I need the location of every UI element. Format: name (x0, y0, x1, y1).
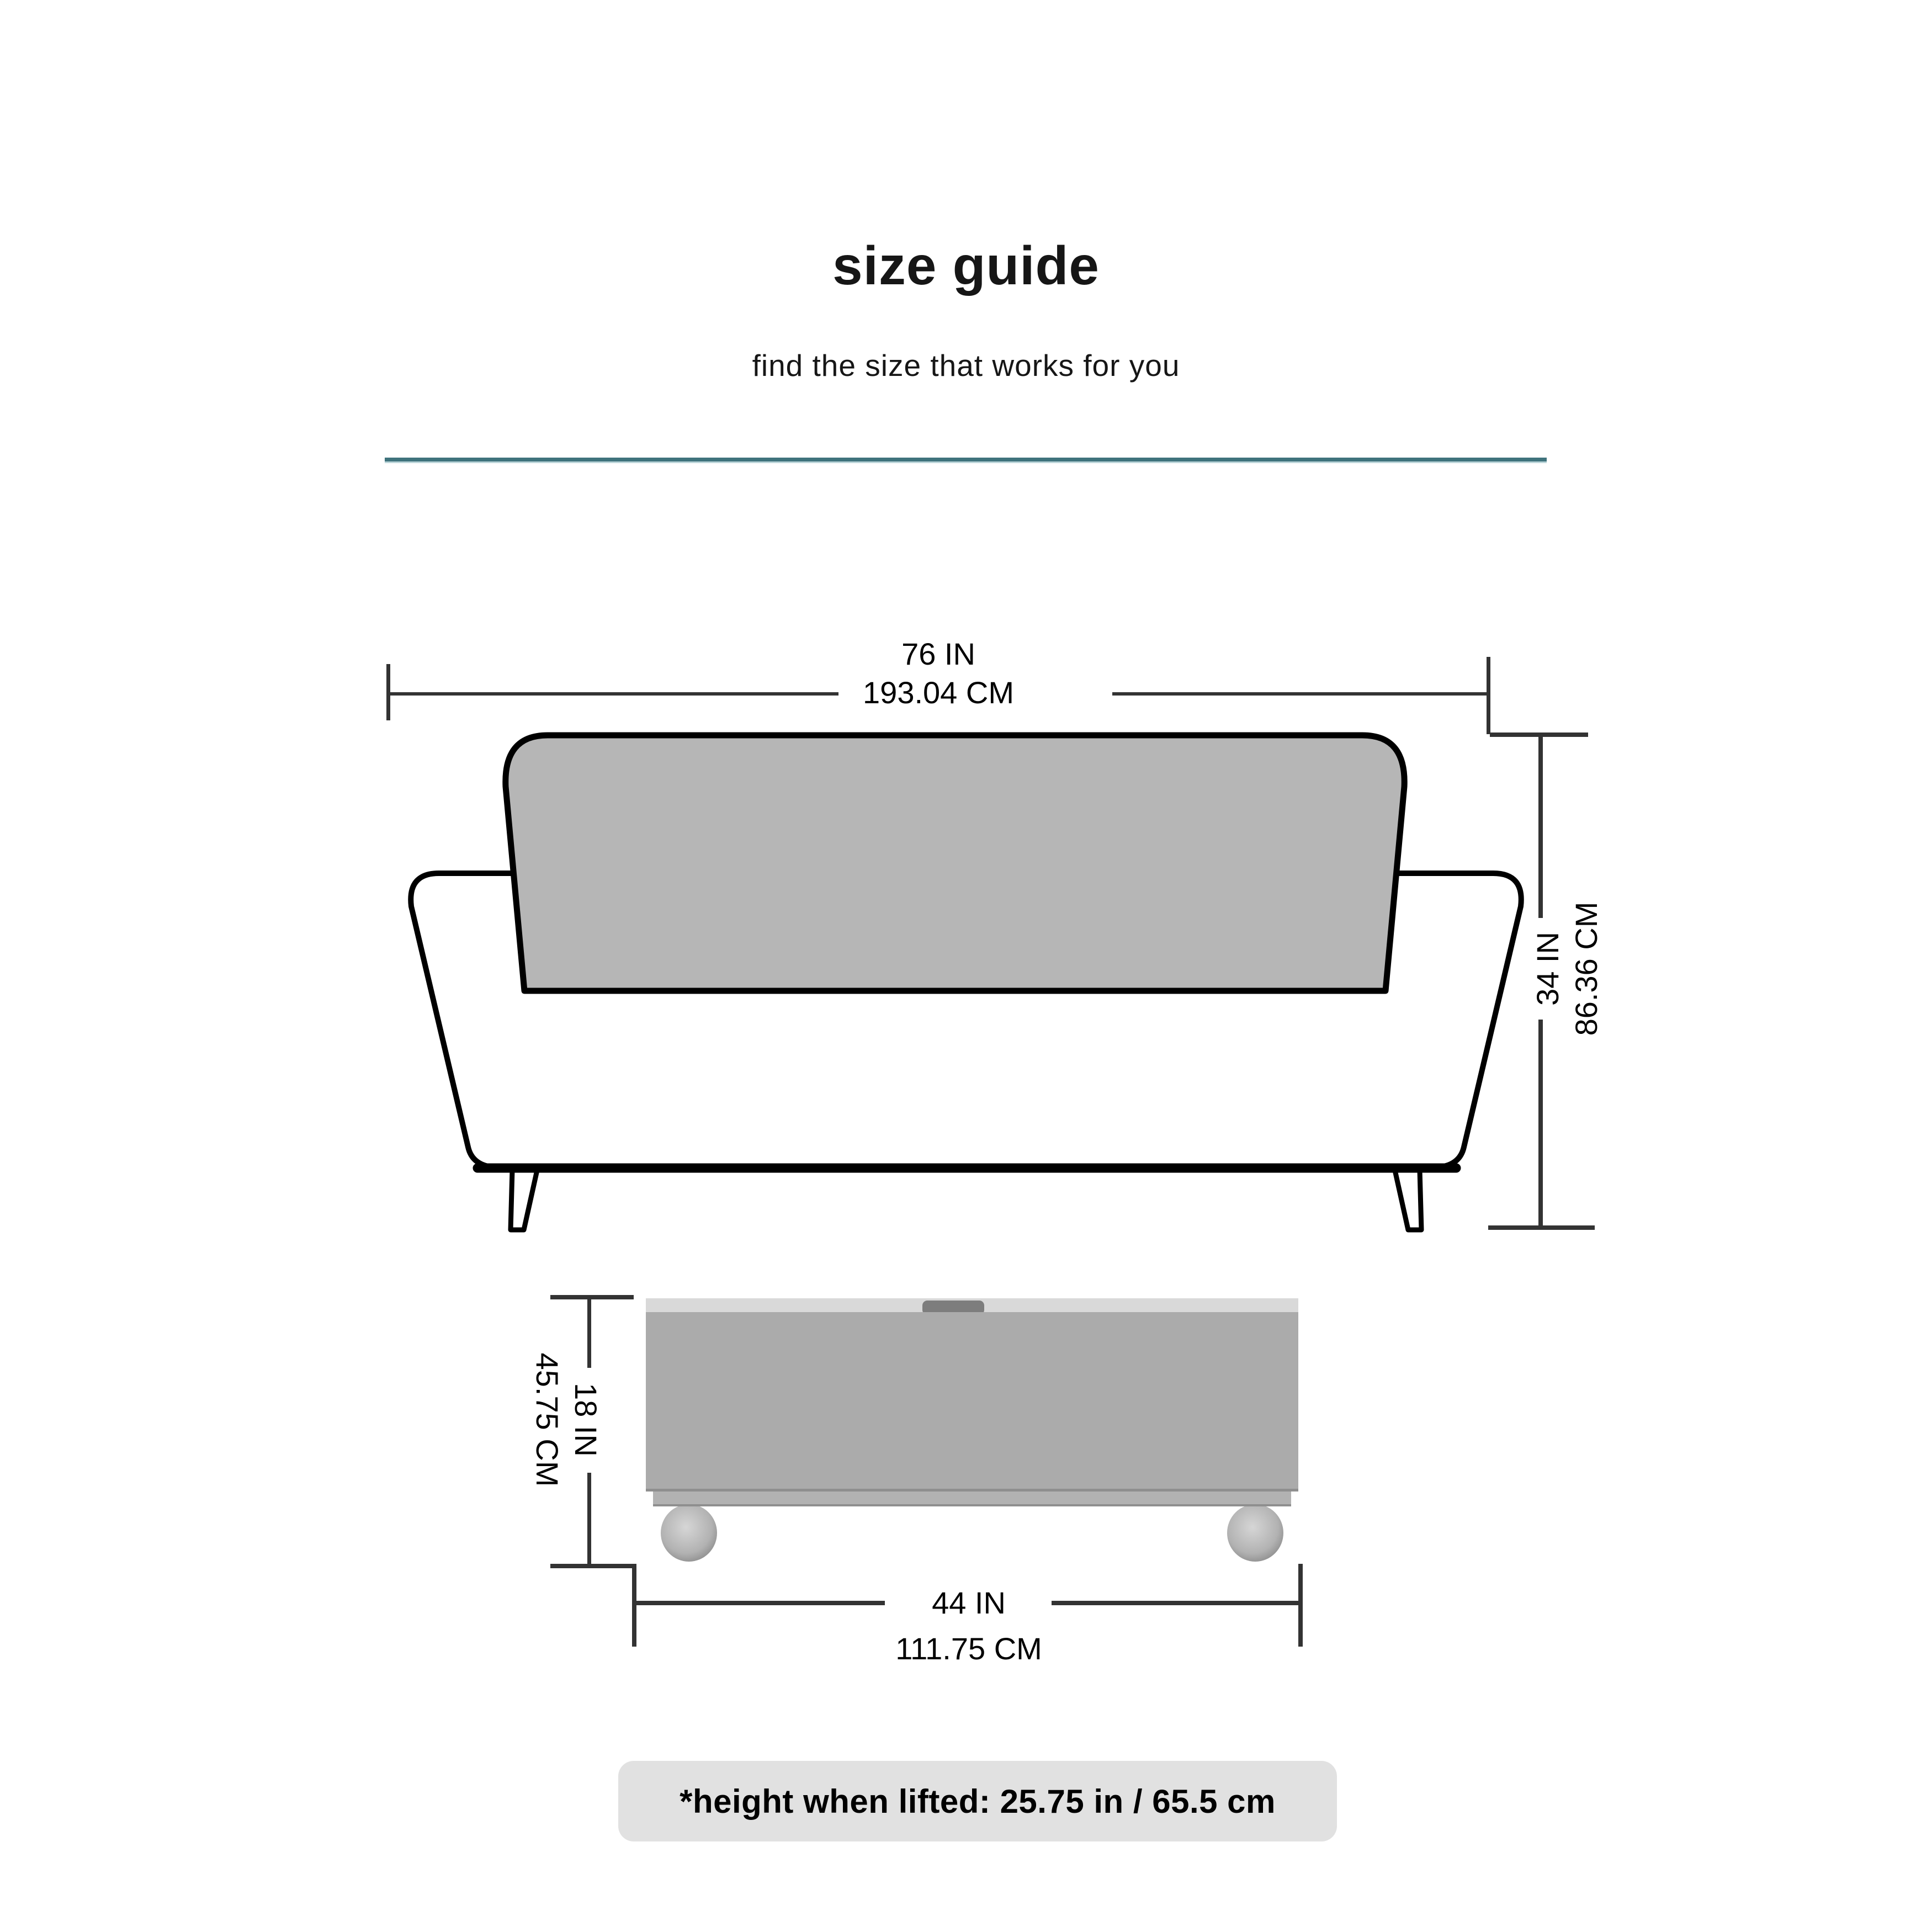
sofa-width-inches: 76 IN (901, 636, 975, 671)
dimension-tick (386, 664, 390, 720)
ottoman-body (646, 1312, 1298, 1489)
ottoman-seam (646, 1489, 1298, 1492)
dimension-line (1112, 692, 1487, 696)
lifted-height-note (618, 1761, 1337, 1841)
dimension-line (1052, 1601, 1298, 1605)
dimension-line (587, 1473, 591, 1564)
dimension-tick (550, 1564, 634, 1568)
ottoman-width-dimension (632, 1562, 1303, 1700)
sofa-illustration (386, 723, 1546, 1242)
sofa-height-cm: 86.36 CM (1569, 901, 1604, 1036)
divider-line (385, 458, 1547, 463)
lifted-height-note-text: *height when lifted: 25.75 in / 65.5 cm (680, 1782, 1276, 1820)
sofa-right-leg (1395, 1170, 1421, 1230)
ottoman-left-foot (661, 1504, 717, 1562)
sofa-width-dimension (386, 635, 1490, 729)
page-title: size guide (832, 235, 1100, 296)
ottoman-height-label (528, 1353, 605, 1487)
ottoman-height-cm: 45.75 CM (530, 1352, 565, 1487)
dimension-tick (632, 1564, 636, 1647)
dimension-line (636, 1601, 885, 1605)
ottoman-height-inches: 18 IN (569, 1383, 603, 1457)
dimension-tick (1487, 657, 1490, 734)
ottoman-plinth (653, 1492, 1291, 1504)
dimension-tick (1298, 1564, 1303, 1647)
sofa-height-inches: 34 IN (1530, 932, 1565, 1006)
dimension-line (390, 692, 838, 696)
sofa-width-label (863, 635, 1014, 712)
ottoman-plinth-shadow (653, 1504, 1291, 1506)
dimension-tick (550, 1295, 634, 1299)
ottoman-height-dimension (530, 1295, 651, 1571)
ottoman-right-foot (1227, 1504, 1283, 1562)
page-subtitle: find the size that works for you (752, 348, 1180, 383)
ottoman-width-inches: 44 IN (932, 1585, 1006, 1620)
sofa-back-cushion (506, 735, 1404, 991)
ottoman-width-cm: 111.75 CM (895, 1631, 1042, 1666)
sofa-width-cm: 193.04 CM (863, 675, 1014, 710)
sofa-left-leg (511, 1170, 537, 1230)
